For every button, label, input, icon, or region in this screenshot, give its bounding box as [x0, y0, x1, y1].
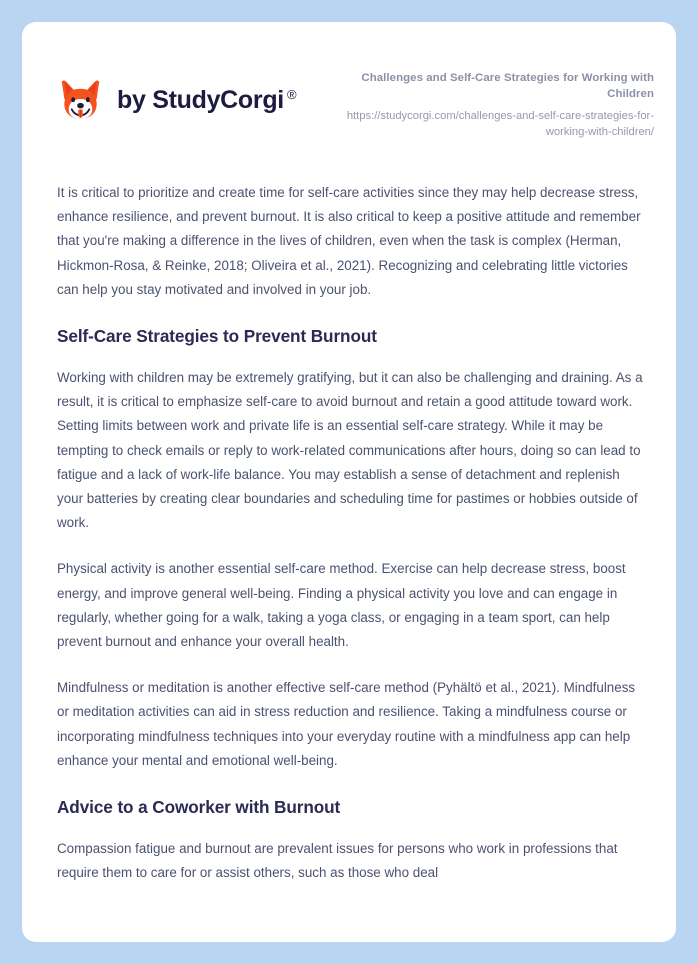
- section-heading: Self-Care Strategies to Prevent Burnout: [57, 326, 377, 347]
- corgi-logo-icon: [57, 77, 104, 124]
- document-body: [22, 181, 676, 885]
- document-meta: [316, 69, 654, 140]
- studycorgi-brand: [57, 69, 296, 124]
- registered-trademark-icon: ®: [286, 87, 297, 102]
- section-heading: Advice to a Coworker with Burnout: [57, 797, 341, 818]
- body-paragraph: Physical activity is another essential self-care method. Exercise can help decrease stress, boost energy, and improve general well-being. Finding a physical activity you love and can engage in regularly, whether going for a walk, taking a yoga class, or engaging in a team sport, can help prevent burnout and enhance your overall health.: [57, 561, 626, 650]
- document-title: Challenges and Self-Care Strategies for Working with Children: [361, 72, 654, 100]
- brand-name-text: by StudyCorgi: [117, 86, 284, 114]
- document-url[interactable]: https://studycorgi.com/challenges-and-self-care-strategies-for-working-with-children/: [346, 110, 654, 138]
- body-paragraph: It is critical to prioritize and create time for self-care activities since they may help decrease stress, enhance resilience, and prevent burnout. It is also critical to keep a positive attitude and remember that you're making a difference in the lives of children, even when the task is complex (Herman, Hickmon-Rosa, & Reinke, 2018; Oliveira et al., 2021). Recognizing and celebrating little victories can help you stay motivated and involved in your job.: [57, 185, 641, 297]
- document-page-card: [22, 22, 676, 942]
- document-header: [22, 22, 676, 140]
- brand-wordmark: [117, 86, 296, 115]
- body-paragraph: Mindfulness or meditation is another effective self-care method (Pyhältö et al., 2021). Mindfulness or meditation activities can aid in stress reduction and resilience. Taking a mindfulness course or incorporating mindfulness techniques into your everyday routine with a mindfulness app can help enhance your mental and emotional well-being.: [57, 680, 636, 768]
- body-paragraph: Compassion fatigue and burnout are prevalent issues for persons who work in professions that require them to care for or assist others, such as those who deal: [57, 841, 618, 881]
- body-paragraph: Working with children may be extremely gratifying, but it can also be challenging and draining. As a result, it is critical to emphasize self-care to avoid burnout and retain a good attitude toward work. Setting limits between work and private life is an essential self-care strategy. While it may be tempting to check emails or reply to work-related communications after hours, doing so can lead to fatigue and a lack of work-life balance. You may establish a sense of detachment and replenish your batteries by creating clear boundaries and scheduling time for pastimes or hobbies outside of work.: [57, 370, 643, 531]
